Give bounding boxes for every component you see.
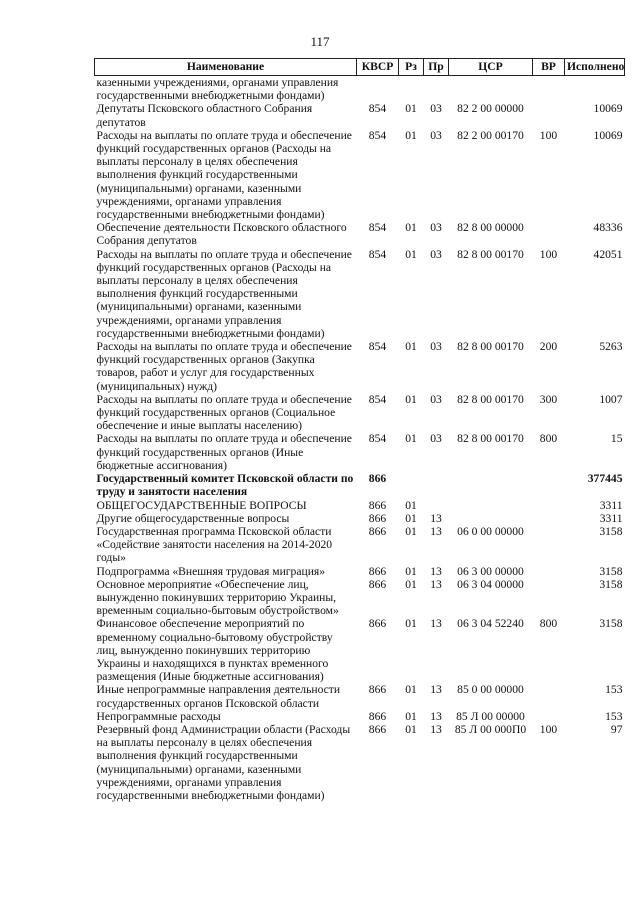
cell-rz: 01: [405, 102, 417, 116]
cell-kvsr: 854: [368, 247, 387, 261]
table-row: [95, 340, 625, 393]
cell-executed: 3158: [599, 564, 623, 578]
header-csr: ЦСР: [449, 59, 533, 76]
cell-executed: 1007: [599, 392, 623, 406]
cell-executed: 10069: [593, 102, 623, 116]
cell-csr: [449, 499, 533, 512]
cell-name: Обеспечение деятельности Псковского областного Собрания депутатов: [96, 221, 347, 248]
table-row: [95, 710, 625, 723]
cell-executed: 3158: [599, 617, 623, 631]
cell-csr: [449, 472, 533, 498]
cell-pr: 13: [430, 577, 442, 591]
cell-kvsr: 866: [368, 617, 387, 631]
cell-vr: [533, 683, 565, 709]
table-row: [95, 617, 625, 683]
cell-kvsr: 866: [368, 709, 387, 723]
table-row: [95, 578, 625, 618]
cell-name: Основное мероприятие «Обеспечение лиц, вынужденно покинувших территорию Украины, временным социально-бытовым обустройством»: [96, 577, 339, 618]
cell-vr: [533, 578, 565, 618]
cell-rz: 01: [405, 564, 417, 578]
cell-csr: [449, 76, 533, 103]
cell-kvsr: 866: [368, 472, 387, 486]
cell-kvsr: 854: [368, 128, 387, 142]
cell-executed: 10069: [593, 128, 623, 142]
cell-name: Расходы на выплаты по оплате труда и обеспечение функций государственных органов (Расходы на выплаты персоналу в целях обеспечения выполнения функций государственными (муниципальными) органами, казенными учреждениями, органами управления государственными внебюджетными фондами): [96, 128, 352, 222]
table-row: [95, 683, 625, 709]
cell-pr: 13: [430, 564, 442, 578]
table-row: [95, 512, 625, 525]
cell-name: Государственный комитет Псковской области по труду и занятости населения: [96, 472, 354, 499]
cell-csr: 06 3 00 00000: [457, 564, 524, 578]
cell-vr: [533, 565, 565, 578]
cell-executed: 3311: [599, 511, 623, 525]
cell-executed: 15: [610, 432, 623, 446]
cell-name: Иные непрограммные направления деятельности государственных органов Псковской области: [96, 683, 341, 710]
cell-csr: 06 0 00 00000: [457, 524, 524, 538]
cell-csr: 85 0 00 00000: [457, 683, 524, 697]
cell-vr: 800: [539, 617, 558, 631]
header-executed: Исполнено: [565, 59, 625, 76]
table-row: [95, 393, 625, 433]
cell-pr: 13: [430, 511, 442, 525]
cell-pr: 03: [430, 128, 442, 142]
cell-rz: 01: [405, 524, 417, 538]
table-row: [95, 221, 625, 247]
cell-pr: 03: [430, 392, 442, 406]
cell-executed: 3158: [599, 577, 623, 591]
cell-rz: 01: [405, 617, 417, 631]
cell-vr: [533, 499, 565, 512]
cell-vr: [533, 76, 565, 103]
cell-kvsr: 866: [368, 511, 387, 525]
cell-kvsr: 866: [368, 683, 387, 697]
cell-pr: 13: [430, 683, 442, 697]
cell-kvsr: 854: [368, 221, 387, 235]
table-row: [95, 102, 625, 128]
header-pr: Пр: [424, 59, 449, 76]
cell-csr: 06 3 04 00000: [457, 577, 524, 591]
cell-pr: [424, 76, 449, 103]
table-row: [95, 248, 625, 340]
cell-executed: [565, 76, 625, 103]
cell-name: Расходы на выплаты по оплате труда и обеспечение функций государственных органов (Иные бюджетные ассигнования): [96, 432, 352, 472]
table-row: [95, 525, 625, 565]
table-header-row: [95, 59, 625, 76]
cell-pr: 03: [430, 432, 442, 446]
cell-csr: 82 8 00 00170: [457, 247, 524, 261]
table-row: [95, 723, 625, 802]
cell-kvsr: 866: [368, 564, 387, 578]
cell-pr: 03: [430, 340, 442, 354]
cell-rz: 01: [405, 247, 417, 261]
cell-rz: 01: [405, 709, 417, 723]
table-row: [95, 76, 625, 103]
cell-executed: 153: [605, 683, 623, 697]
cell-name: Расходы на выплаты по оплате труда и обеспечение функций государственных органов (Закупка товаров, работ и услуг для государственных (муниципальных) нужд): [96, 340, 352, 393]
cell-vr: [533, 710, 565, 723]
cell-rz: 01: [405, 340, 417, 354]
cell-name: Другие общегосударственные вопросы: [96, 511, 290, 525]
cell-kvsr: 854: [368, 432, 387, 446]
cell-name: Расходы на выплаты по оплате труда и обеспечение функций государственных органов (Социальное обеспечение и иные выплаты населению): [96, 392, 352, 433]
cell-csr: 82 2 00 00170: [457, 128, 524, 142]
cell-name: Государственная программа Псковской области «Содействие занятости населения на 2014-2020 годы»: [96, 524, 333, 565]
table-row: [95, 472, 625, 498]
cell-pr: [424, 472, 449, 498]
cell-rz: 01: [405, 722, 417, 736]
cell-rz: 01: [405, 498, 417, 512]
cell-rz: [399, 76, 424, 103]
cell-executed: 42051: [593, 247, 623, 261]
budget-table: [94, 58, 625, 802]
cell-pr: 03: [430, 102, 442, 116]
cell-vr: 200: [539, 340, 558, 354]
cell-pr: 13: [430, 617, 442, 631]
cell-kvsr: 866: [368, 577, 387, 591]
cell-kvsr: 866: [368, 524, 387, 538]
cell-vr: [533, 102, 565, 128]
cell-vr: [533, 472, 565, 498]
cell-name: Подпрограмма «Внешняя трудовая миграция»: [96, 564, 326, 578]
cell-csr: 85 Л 00 00000: [456, 709, 525, 723]
cell-rz: [399, 472, 424, 498]
cell-executed: 377445: [587, 472, 623, 486]
cell-rz: 01: [405, 392, 417, 406]
cell-csr: 82 8 00 00000: [457, 221, 524, 235]
table-row: [95, 499, 625, 512]
cell-kvsr: 854: [368, 102, 387, 116]
cell-vr: 100: [539, 722, 558, 736]
cell-executed: 48336: [593, 221, 623, 235]
cell-csr: 82 8 00 00170: [457, 432, 524, 446]
cell-name: ОБЩЕГОСУДАРСТВЕННЫЕ ВОПРОСЫ: [96, 498, 307, 512]
cell-kvsr: 854: [368, 392, 387, 406]
cell-rz: 01: [405, 683, 417, 697]
cell-pr: 03: [430, 247, 442, 261]
header-vr: ВР: [533, 59, 565, 76]
table-row: [95, 565, 625, 578]
cell-rz: 01: [405, 511, 417, 525]
cell-name: Резервный фонд Администрации области (Расходы на выплаты персоналу в целях обеспечения выполнения функций государственными (муниципальными) органами, казенными учреждениями, органами управления государственными внебюджетными фондами): [96, 722, 351, 802]
cell-kvsr: [357, 76, 399, 103]
cell-kvsr: 866: [368, 722, 387, 736]
header-kvsr: КВСР: [357, 59, 399, 76]
table-row: [95, 129, 625, 221]
cell-vr: [533, 221, 565, 247]
cell-csr: 82 8 00 00170: [457, 340, 524, 354]
header-rz: Рз: [399, 59, 424, 76]
header-name: Наименование: [95, 59, 357, 76]
cell-name: Непрограммные расходы: [96, 709, 221, 723]
cell-pr: [424, 499, 449, 512]
cell-pr: 13: [430, 709, 442, 723]
cell-vr: 300: [539, 392, 558, 406]
cell-vr: 100: [539, 128, 558, 142]
cell-kvsr: 866: [368, 498, 387, 512]
cell-name: Финансовое обеспечение мероприятий по временному социально-бытовому обустройству лиц, вынужденно покинувших территорию Украины и находящихся в пунктах временного размещения (Иные бюджетные ассигнования): [96, 617, 333, 684]
cell-name: казенными учреждениями, органами управления государственными внебюджетными фондами): [96, 76, 339, 103]
cell-pr: 13: [430, 524, 442, 538]
cell-executed: 5263: [599, 340, 623, 354]
cell-name: Расходы на выплаты по оплате труда и обеспечение функций государственных органов (Расходы на выплаты персоналу в целях обеспечения выполнения функций государственными (муниципальными) органами, казенными учреждениями, органами управления государственными внебюджетными фондами): [96, 247, 352, 340]
cell-csr: 85 Л 00 000П0: [454, 722, 527, 736]
cell-csr: 06 3 04 52240: [457, 617, 524, 631]
cell-executed: 97: [610, 722, 623, 736]
cell-vr: 100: [539, 247, 558, 261]
cell-csr: 82 2 00 00000: [457, 102, 524, 116]
cell-vr: [533, 512, 565, 525]
cell-csr: 82 8 00 00170: [457, 392, 524, 406]
cell-vr: 800: [539, 432, 558, 446]
cell-executed: 3311: [599, 498, 623, 512]
cell-rz: 01: [405, 432, 417, 446]
cell-executed: 3158: [599, 524, 623, 538]
cell-rz: 01: [405, 221, 417, 235]
cell-csr: [449, 512, 533, 525]
cell-rz: 01: [405, 128, 417, 142]
cell-vr: [533, 525, 565, 565]
page-number: 117: [310, 34, 330, 49]
cell-kvsr: 854: [368, 340, 387, 354]
cell-pr: 03: [430, 221, 442, 235]
cell-pr: 13: [430, 722, 442, 736]
cell-rz: 01: [405, 577, 417, 591]
cell-executed: 153: [605, 709, 623, 723]
cell-name: Депутаты Псковского областного Собрания депутатов: [96, 102, 313, 129]
table-row: [95, 432, 625, 472]
